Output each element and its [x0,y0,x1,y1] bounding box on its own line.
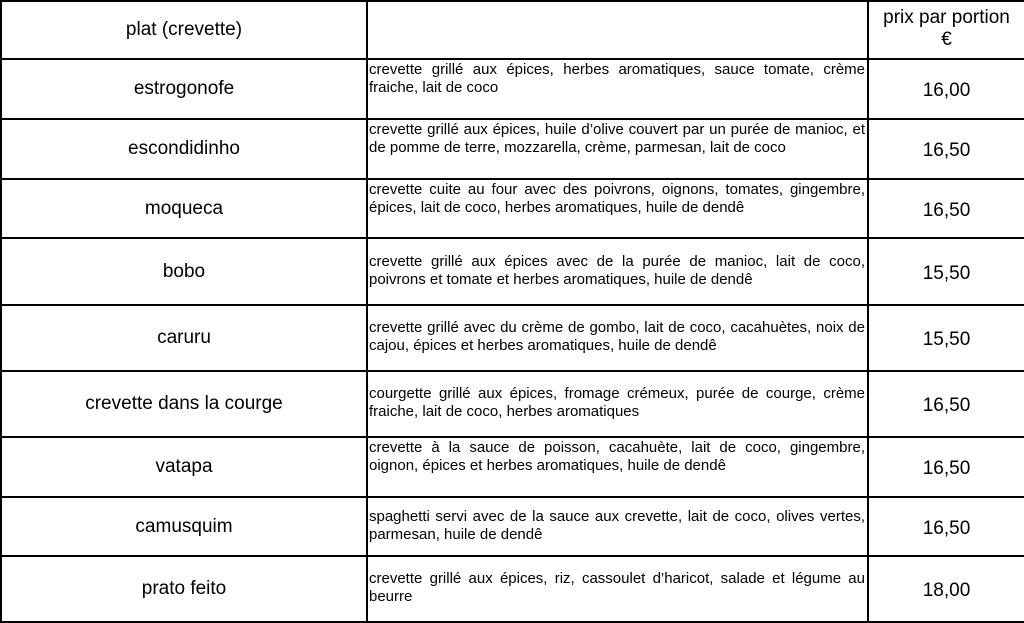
table-row [1,497,1024,556]
dish-description [367,437,868,497]
dish-price: 16,50 [868,179,1024,238]
dish-description-text: crevette grillé aux épices, riz, cassoulet d’haricot, salade et légume au beurre [369,570,865,605]
dish-description [367,59,868,119]
dish-name: estrogonofe [1,59,367,119]
dish-description-text: crevette grillé aux épices, herbes aromatiques, sauce tomate, crème fraiche, lait de coco [369,61,865,96]
table-row [1,119,1024,179]
dish-description [367,371,868,437]
table-row [1,371,1024,437]
dish-description-text: crevette cuite au four avec des poivrons, oignons, tomates, gingembre, épices, lait de coco, herbes aromatiques, huile de dendê [369,181,865,216]
dish-description [367,556,868,622]
dish-name: prato feito [1,556,367,622]
header-price [868,1,1024,59]
dish-description-text: courgette grillé aux épices, fromage crémeux, purée de courge, crème fraiche, lait de coco, herbes aromatiques [369,385,865,420]
dish-description [367,119,868,179]
dish-price: 18,00 [868,556,1024,622]
dish-description [367,238,868,305]
table-row [1,556,1024,622]
dish-name: bobo [1,238,367,305]
header-price-label: prix par portion [883,7,1010,28]
dish-price: 16,50 [868,497,1024,556]
dish-description-text: crevette grillé avec du crème de gombo, lait de coco, cacahuètes, noix de cajou, épices et herbes aromatiques, huile de dendê [369,319,865,354]
dish-price: 16,00 [868,59,1024,119]
header-price-currency: € [941,29,952,50]
dish-description [367,179,868,238]
dish-description-text: crevette grillé aux épices, huile d’olive couvert par un purée de manioc, et de pomme de terre, mozzarella, crème, parmesan, lait de coco [369,121,865,156]
table-row [1,238,1024,305]
dish-name: moqueca [1,179,367,238]
table-row [1,437,1024,497]
dish-description-text: spaghetti servi avec de la sauce aux crevette, lait de coco, olives vertes, parmesan, huile de dendê [369,508,865,543]
dish-price: 15,50 [868,238,1024,305]
table-row [1,179,1024,238]
table-row [1,305,1024,371]
dish-name: crevette dans la courge [1,371,367,437]
dish-name: camusquim [1,497,367,556]
dish-name: vatapa [1,437,367,497]
header-description [367,1,868,59]
dish-price: 15,50 [868,305,1024,371]
dish-description-text: crevette grillé aux épices avec de la purée de manioc, lait de coco, poivrons et tomate et herbes aromatiques, huile de dendê [369,253,865,288]
table-row [1,59,1024,119]
dish-price: 16,50 [868,119,1024,179]
dish-description [367,305,868,371]
dish-name: caruru [1,305,367,371]
dish-description-text: crevette à la sauce de poisson, cacahuète, lait de coco, gingembre, oignon, épices et herbes aromatiques, huile de dendê [369,439,865,474]
dish-name: escondidinho [1,119,367,179]
header-dish: plat (crevette) [1,1,367,59]
dish-description [367,497,868,556]
dish-price: 16,50 [868,371,1024,437]
dish-price: 16,50 [868,437,1024,497]
header-row [1,1,1024,59]
